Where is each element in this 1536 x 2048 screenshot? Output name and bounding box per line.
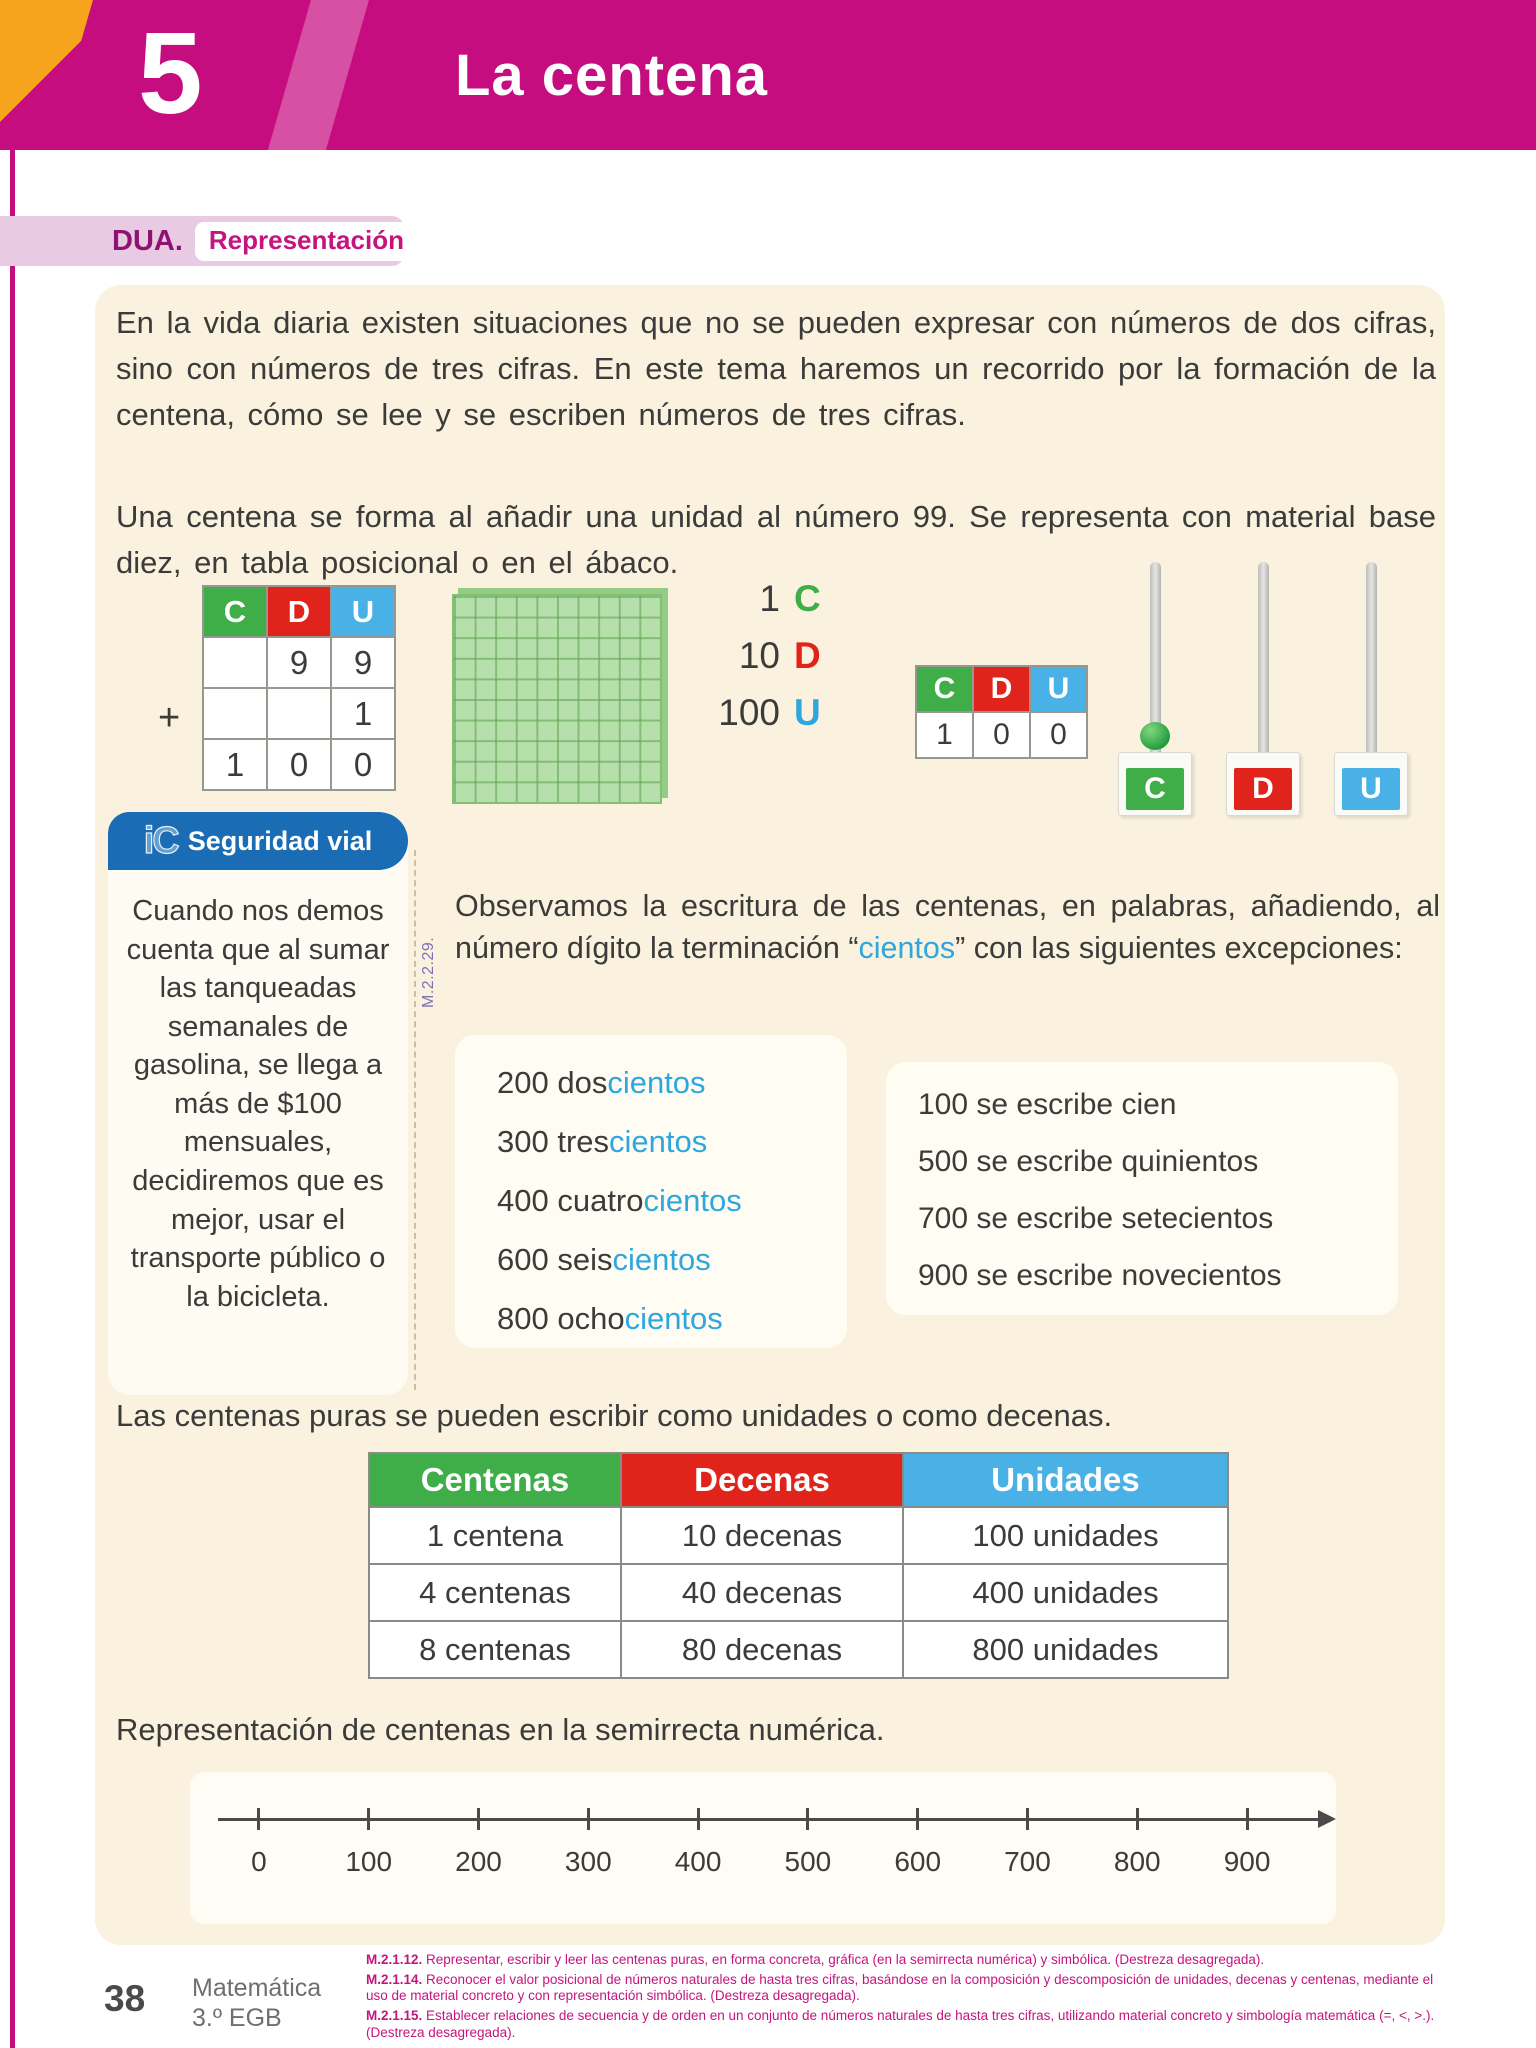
abacus-label-d: D [1234,768,1292,810]
cell: 80 decenas [621,1621,903,1678]
cell: 0 [1030,712,1087,758]
tick-label: 0 [251,1846,267,1877]
pv-sum-row-100 [203,739,395,790]
abacus-rod [1366,562,1377,754]
number-line [204,1808,1302,1878]
abacus-column-decenas [1226,562,1300,816]
example-line [497,1183,847,1242]
example-base: 300 tres [497,1124,610,1159]
cell [267,688,331,739]
writing-highlight: cientos [858,930,956,965]
standard-text: Establecer relaciones de secuencia y de orden en un conjunto de números naturales de hasta tres cifras, utilizando material concreto y simbología matemática (=, <, >.). (Destreza desagregada). [366,2008,1435,2040]
abacus-rod [1258,562,1269,754]
grade-label: 3.º EGB [192,2004,282,2032]
cell: 40 decenas [621,1564,903,1621]
example-suffix: cientos [612,1242,711,1277]
cell: 8 centenas [369,1621,621,1678]
number-line-axis [218,1818,1318,1821]
tick-label: 200 [455,1846,502,1877]
cell: 1 [331,688,395,739]
tick-label: 100 [345,1846,393,1877]
cell: 4 centenas [369,1564,621,1621]
abacus-bead [1140,722,1170,750]
writing-text-after: ” con las siguientes excepciones: [955,930,1403,965]
exceptions-box [886,1062,1398,1315]
cell: 10 decenas [621,1507,903,1564]
cell: 0 [331,739,395,790]
exception-line: 100 se escribe cien [918,1088,1177,1121]
page-number: 38 [104,1978,146,2019]
writing-paragraph [455,886,1440,970]
intro-paragraph-2: Una centena se forma al añadir una unidad al número 99. Se representa con material base diez, en tabla posicional o en el ábaco. [116,499,1436,580]
equivalence-list [700,578,821,749]
example-suffix: cientos [607,1065,706,1100]
place-value-100-table [915,665,1088,759]
value: 100 [718,692,780,733]
cell: 100 unidades [903,1507,1228,1564]
cell: 0 [973,712,1030,758]
abacus-base-cube [1118,752,1192,816]
table-header-row [369,1453,1228,1507]
column-header-unidades: Unidades [903,1453,1228,1507]
abacus-base-cube [1334,752,1408,816]
tick-label: 600 [894,1846,942,1877]
example-base: 800 ocho [497,1301,625,1336]
dua-band [0,216,404,266]
column-header-decenas: Decenas [621,1453,903,1507]
column-header-c: C [916,666,973,712]
column-header-u: U [1030,666,1087,712]
pv-sum-row-1 [203,688,395,739]
curriculum-standards [366,1952,1446,2045]
intro-paragraph-1: En la vida diaria existen situaciones que no se pueden expresar con números de dos cifras, sino con números de tres cifras. En este tema haremos un recorrido por la formación de la centena, cómo se lee y se escriben números de tres cifras. [116,305,1436,432]
column-header-d: D [973,666,1030,712]
abacus-column-centenas [1118,562,1192,816]
unit-c: C [794,578,821,619]
tick-label: 300 [564,1846,612,1877]
cell: 1 [203,739,267,790]
base-ten-hundred-block [452,594,662,804]
abacus [1118,562,1408,816]
seguridad-vial-text: Cuando nos demos cuenta que al sumar las tanqueadas semanales de gasolina, se llega a más de $100 mensuales, decidiremos que es mejor, usar el transporte público o la bicicleta. [126,895,390,1313]
standard-item [366,2008,1446,2041]
left-accent-line [10,150,15,2048]
cell [203,637,267,688]
abacus-column-unidades [1334,562,1408,816]
exception-line: 500 se escribe quinientos [918,1145,1259,1178]
value: 1 [759,578,780,619]
standard-text: Reconocer el valor posicional de números naturales de hasta tres cifras, basándose en la composición y descomposición de unidades, decenas y centenas, mediante el uso de material concreto y con representación simbólica. (Destreza desagregada). [366,1971,1434,2004]
cell: 9 [267,637,331,688]
cell: 1 centena [369,1507,621,1564]
place-value-addition-table [158,585,396,791]
page-title: La centena [455,42,768,108]
pv-result-header-row [916,666,1087,712]
number-line-panel [190,1772,1336,1924]
number-line-caption: Representación de centenas en la semirrecta numérica. [116,1712,885,1747]
cell: 1 [916,712,973,758]
dua-label: DUA. [112,224,183,257]
tick-label: 900 [1223,1846,1271,1877]
example-line [497,1242,847,1301]
cell: 9 [331,637,395,688]
standard-code: M.2.1.12. [366,1952,423,1967]
tick-label: 500 [784,1846,832,1877]
seguridad-vial-title: Seguridad vial [187,825,373,856]
example-suffix: cientos [643,1183,742,1218]
lesson-number: 5 [138,8,203,138]
pv-sum-grid [202,585,396,791]
example-suffix: cientos [624,1301,723,1336]
example-base: 400 cuatro [497,1183,644,1218]
example-line [497,1124,847,1183]
pv-result-row [916,712,1087,758]
example-line [497,1065,847,1124]
cell: 0 [267,739,331,790]
standard-code: M.2.1.14. [366,1971,423,1987]
standard-item [366,1952,1446,1969]
standard-text: Representar, escribir y leer las centenas puras, en forma concreta, gráfica (en la semirrecta numérica) y simbólica. (Destreza desagregada). [426,1952,1265,1967]
table-row [369,1507,1228,1564]
pv-sum-row-99 [203,637,395,688]
cell: 400 unidades [903,1564,1228,1621]
exception-line: 900 se escribe novecientos [918,1259,1282,1292]
subject-label: Matemática [192,1974,322,2002]
column-header-c: C [203,586,267,637]
dua-representation-pill: Representación [195,222,418,261]
unit-u: U [794,692,821,733]
cell [203,688,267,739]
centenas-puras-sentence: Las centenas puras se pueden escribir como unidades o como decenas. [116,1398,1113,1433]
column-header-u: U [331,586,395,637]
tick-label: 800 [1113,1846,1161,1877]
centenas-decenas-unidades-table [368,1452,1229,1679]
table-row [369,1564,1228,1621]
example-line [497,1301,847,1360]
seguridad-vial-box [108,812,408,1395]
pv-sum-header-row [203,586,395,637]
example-suffix: cientos [609,1124,708,1159]
exception-line: 700 se escribe setecientos [918,1202,1274,1235]
plus-sign: + [158,697,181,739]
tick-label: 700 [1004,1846,1051,1877]
equivalence-unidades [700,692,821,749]
unit-d: D [794,635,821,676]
standard-code: M.2.1.15. [366,2008,423,2024]
lesson-banner [0,0,1536,150]
ic-logo-icon: iC [143,819,178,862]
standard-item [366,1972,1446,2005]
abacus-label-c: C [1126,768,1184,810]
tick-label: 400 [674,1846,722,1877]
column-header-d: D [267,586,331,637]
seguridad-vial-header [108,812,408,870]
table-row [369,1621,1228,1678]
dashed-divider [414,850,416,1390]
example-base: 200 dos [497,1065,608,1100]
curriculum-code-vertical: M.2.2.29. [420,936,437,1008]
value: 10 [738,635,780,676]
example-base: 600 seis [497,1242,613,1277]
cientos-examples-box [455,1035,847,1348]
abacus-base-cube [1226,752,1300,816]
equivalence-decenas [700,635,821,692]
writing-text-before: Observamos la escritura de las centenas, en palabras, añadiendo, al número dígito la terminación “ [455,889,1440,965]
abacus-label-u: U [1342,768,1400,810]
cell: 800 unidades [903,1621,1228,1678]
equivalence-centena [700,578,821,635]
column-header-centenas: Centenas [369,1453,621,1507]
arrow-right-icon [1318,1810,1336,1828]
